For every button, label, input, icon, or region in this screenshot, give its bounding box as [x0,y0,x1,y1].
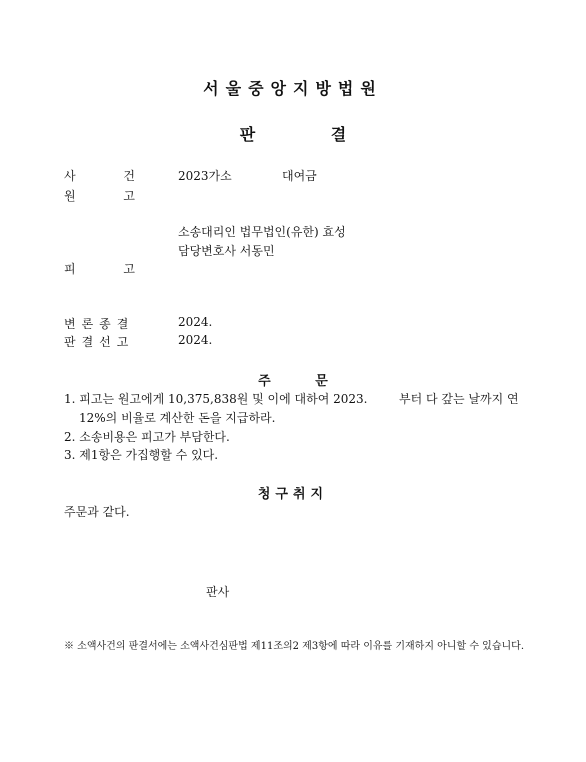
document-title: 판 결 [239,125,347,144]
defendant-label: 피 고 [64,262,135,276]
order-item-2: 2. 소송비용은 피고가 부담한다. [64,430,230,444]
case-label: 사 건 [64,169,135,183]
argument-end-date: 2024. [178,315,213,329]
order-heading: 주 문 [258,374,328,389]
claim-text: 주문과 같다. [64,505,130,519]
judgment-date-label: 판결선고 [64,335,135,349]
order-item-1-line-2: 12%의 비율로 계산한 돈을 지급하라. [79,411,276,425]
plaintiff-label: 원 고 [64,189,135,203]
order-item-3: 3. 제1항은 가집행할 수 있다. [64,448,219,462]
court-name: 서울중앙지방법원 [203,79,383,98]
case-type: 대여금 [282,169,317,183]
argument-end-label: 변론종결 [64,317,135,331]
judge-label: 판사 [206,585,230,599]
footnote: ※ 소액사건의 판결서에는 소액사건심판법 제11조의2 제3항에 따라 이유를 기재하지 아니할 수 있습니다. [64,641,524,652]
judgment-date: 2024. [178,333,213,347]
plaintiff-counsel: 소송대리인 법무법인(유한) 효성 [178,225,346,239]
case-number: 2023가소 [178,169,232,183]
plaintiff-attorney: 담당변호사 서동민 [178,244,275,258]
order-item-1-line-1-end: 부터 다 갚는 날까지 연 [399,392,519,406]
order-item-1-line-1: 1. 피고는 원고에게 10,375,838원 및 이에 대하여 2023. [64,392,368,406]
claim-heading: 청구취지 [257,487,329,502]
